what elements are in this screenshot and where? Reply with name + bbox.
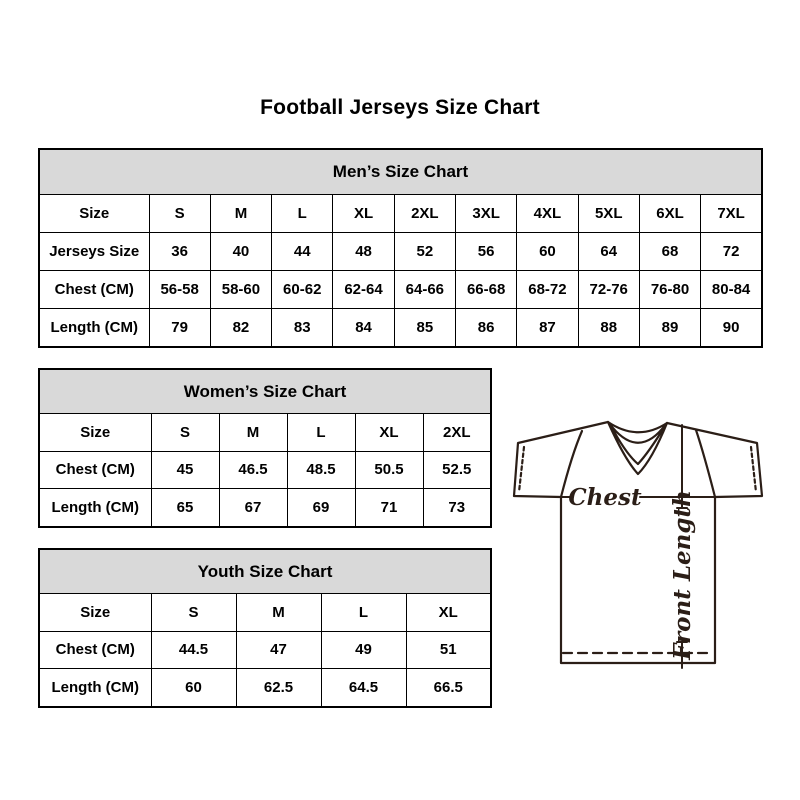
- table-cell: 82: [210, 308, 271, 347]
- table-cell: S: [151, 594, 236, 631]
- table-cell: 87: [517, 308, 578, 347]
- table-cell: 46.5: [219, 451, 287, 488]
- table-cell: S: [149, 194, 210, 232]
- table-cell: 6XL: [639, 194, 700, 232]
- row-label: Chest (CM): [39, 631, 151, 668]
- table-cell: 80-84: [701, 270, 762, 308]
- table-cell: XL: [406, 594, 491, 631]
- womens-size-table: [38, 368, 492, 528]
- table-cell: 7XL: [701, 194, 762, 232]
- table-cell: 2XL: [423, 414, 491, 451]
- row-label: Size: [39, 594, 151, 631]
- table-cell: 88: [578, 308, 639, 347]
- table-cell: 66-68: [455, 270, 516, 308]
- row-label: Length (CM): [39, 669, 151, 708]
- table-cell: 79: [149, 308, 210, 347]
- table-cell: 47: [236, 631, 321, 668]
- table-cell: 60-62: [272, 270, 333, 308]
- table-cell: M: [219, 414, 287, 451]
- table-cell: 51: [406, 631, 491, 668]
- table-cell: 85: [394, 308, 455, 347]
- table-row: [39, 669, 491, 708]
- table-cell: 50.5: [355, 451, 423, 488]
- table-cell: 71: [355, 489, 423, 528]
- table-title: Men’s Size Chart: [39, 149, 762, 194]
- table-cell: 48: [333, 232, 394, 270]
- row-label: Size: [39, 414, 151, 451]
- table-cell: 58-60: [210, 270, 271, 308]
- table-cell: S: [151, 414, 219, 451]
- jersey-right-sleeve-seam: [696, 430, 715, 497]
- table-title: Women’s Size Chart: [39, 369, 491, 414]
- table-title-row: [39, 149, 762, 194]
- jersey-right-cuff-dashed-line: [751, 447, 756, 492]
- row-label: Jerseys Size: [39, 232, 149, 270]
- jersey-outline: [514, 422, 762, 663]
- table-cell: 62.5: [236, 669, 321, 708]
- table-cell: 64-66: [394, 270, 455, 308]
- jersey-vneck-collar: [608, 422, 667, 474]
- table-cell: 67: [219, 489, 287, 528]
- size-table: [38, 548, 492, 708]
- size-table: [38, 148, 763, 348]
- table-cell: 62-64: [333, 270, 394, 308]
- table-cell: 69: [287, 489, 355, 528]
- table-row: [39, 270, 762, 308]
- table-cell: 36: [149, 232, 210, 270]
- table-cell: 3XL: [455, 194, 516, 232]
- size-table: [38, 368, 492, 528]
- table-row: [39, 414, 491, 451]
- table-cell: 83: [272, 308, 333, 347]
- table-cell: 66.5: [406, 669, 491, 708]
- table-cell: L: [272, 194, 333, 232]
- front-length-label: Front Length: [669, 490, 696, 660]
- table-row: [39, 232, 762, 270]
- table-cell: XL: [333, 194, 394, 232]
- row-label: Size: [39, 194, 149, 232]
- table-cell: 49: [321, 631, 406, 668]
- chest-label: Chest: [568, 484, 642, 511]
- table-cell: 44.5: [151, 631, 236, 668]
- table-cell: 48.5: [287, 451, 355, 488]
- table-cell: 72-76: [578, 270, 639, 308]
- table-cell: 2XL: [394, 194, 455, 232]
- row-label: Chest (CM): [39, 451, 151, 488]
- jersey-measurement-diagram: [500, 412, 780, 677]
- table-title-row: [39, 549, 491, 594]
- table-cell: 64: [578, 232, 639, 270]
- table-cell: 68-72: [517, 270, 578, 308]
- page-title: Football Jerseys Size Chart: [260, 96, 540, 119]
- table-cell: M: [210, 194, 271, 232]
- table-row: [39, 451, 491, 488]
- table-row: [39, 489, 491, 528]
- table-cell: 64.5: [321, 669, 406, 708]
- table-cell: L: [321, 594, 406, 631]
- table-cell: M: [236, 594, 321, 631]
- table-cell: 52.5: [423, 451, 491, 488]
- table-row: [39, 631, 491, 668]
- table-row: [39, 308, 762, 347]
- table-cell: 52: [394, 232, 455, 270]
- row-label: Length (CM): [39, 308, 149, 347]
- jersey-left-cuff-dashed-line: [519, 447, 524, 492]
- youth-size-table: [38, 548, 492, 708]
- table-cell: 86: [455, 308, 516, 347]
- table-cell: 40: [210, 232, 271, 270]
- table-title: Youth Size Chart: [39, 549, 491, 594]
- table-cell: 65: [151, 489, 219, 528]
- table-cell: 56-58: [149, 270, 210, 308]
- table-cell: 60: [151, 669, 236, 708]
- table-cell: 84: [333, 308, 394, 347]
- table-cell: 73: [423, 489, 491, 528]
- table-cell: 89: [639, 308, 700, 347]
- table-cell: 76-80: [639, 270, 700, 308]
- table-cell: XL: [355, 414, 423, 451]
- table-cell: 44: [272, 232, 333, 270]
- table-cell: 4XL: [517, 194, 578, 232]
- table-title-row: [39, 369, 491, 414]
- table-cell: 72: [701, 232, 762, 270]
- table-row: [39, 594, 491, 631]
- table-cell: 90: [701, 308, 762, 347]
- table-cell: 60: [517, 232, 578, 270]
- row-label: Chest (CM): [39, 270, 149, 308]
- table-row: [39, 194, 762, 232]
- table-cell: 68: [639, 232, 700, 270]
- row-label: Length (CM): [39, 489, 151, 528]
- table-cell: L: [287, 414, 355, 451]
- table-cell: 56: [455, 232, 516, 270]
- table-cell: 5XL: [578, 194, 639, 232]
- table-cell: 45: [151, 451, 219, 488]
- mens-size-table: [38, 148, 763, 348]
